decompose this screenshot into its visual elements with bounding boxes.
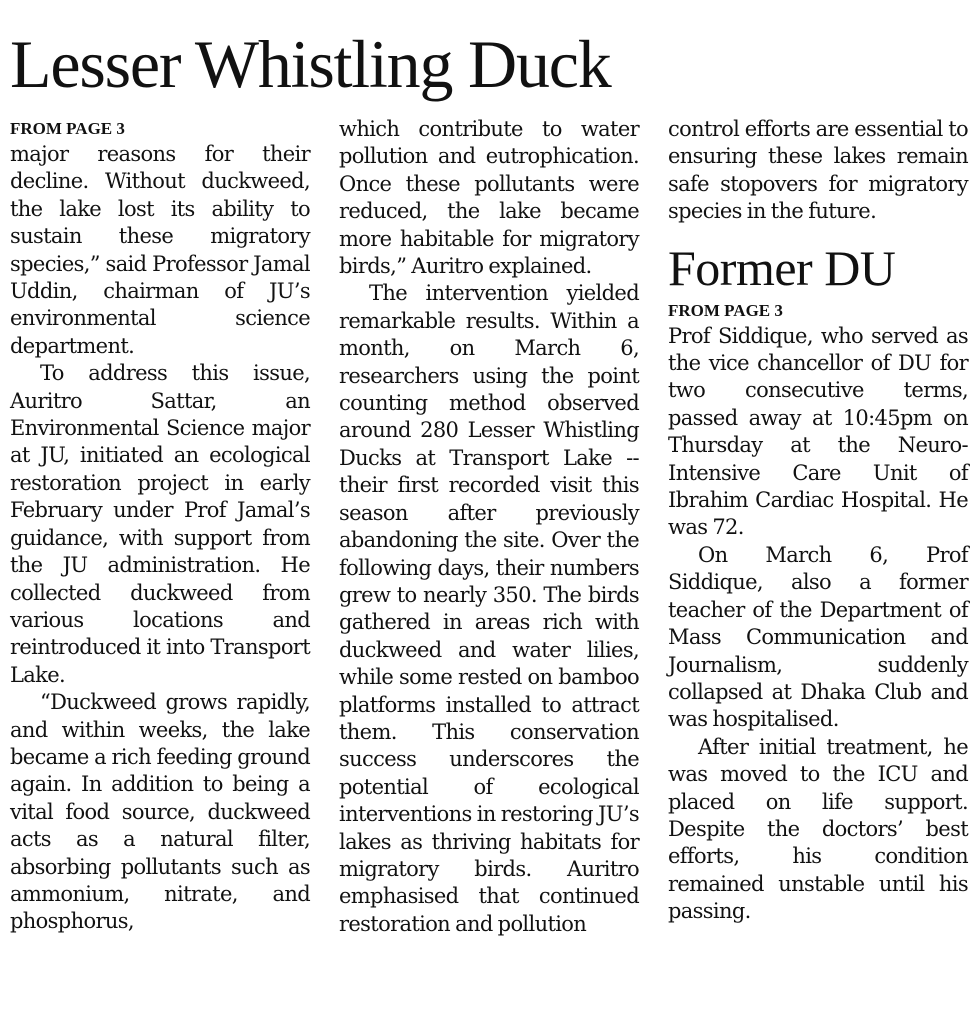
- article-paragraph: “Duckweed grows rapidly, and within weeks, the lake became a rich feeding ground again. In addition to being a vital food source, duckweed acts as a natural filter, absorbing pollutants such as ammonium, nitrate, and phosphorus,: [10, 690, 310, 934]
- article-headline: Lesser Whistling Duck: [10, 26, 611, 102]
- column-3: [668, 116, 968, 926]
- article-paragraph-continued: control efforts are essential to ensuring these lakes remain safe stopovers for migratory species in the future.: [668, 117, 968, 224]
- article2-headline: Former DU: [668, 239, 896, 296]
- column-1: [10, 116, 310, 936]
- article-kicker: FROM PAGE 3: [10, 119, 125, 138]
- article2-paragraph: After initial treatment, he was moved to the ICU and placed on life support. Despite the doctors’ best efforts, his condition remained unstable until his passing.: [668, 734, 968, 924]
- article2-paragraph: On March 6, Prof Siddique, also a former teacher of the Department of Mass Communication and Journalism, suddenly collapsed at Dhaka Club and was hospitalised.: [668, 542, 968, 732]
- article-paragraph: major reasons for their decline. Without duckweed, the lake lost its ability to sustain these migratory species,” said Professor Jamal Uddin, chairman of JU’s environmental science department.: [10, 142, 310, 358]
- article-paragraph: To address this issue, Auritro Sattar, an Environmental Science major at JU, initiated an ecological restoration project in early February under Prof Jamal’s guidance, with support from the JU administration. He collected duckweed from various locations and reintroduced it into Transport Lake.: [10, 361, 310, 687]
- column-2: [339, 116, 639, 938]
- article-paragraph: The intervention yielded remarkable results. Within a month, on March 6, researchers using the point counting method observed around 280 Lesser Whistling Ducks at Transport Lake -- their first recorded visit this season after previously abandoning the site. Over the following days, their numbers grew to nearly 350. The birds gathered in areas rich with duckweed and water lilies, while some rested on bamboo platforms installed to attract them. This conservation success underscores the potential of ecological interventions in restoring JU’s lakes as thriving habitats for migratory birds. Auritro emphasised that continued restoration and pollution: [339, 281, 639, 936]
- article2-kicker: FROM PAGE 3: [668, 300, 783, 320]
- article2-paragraph: Prof Siddique, who served as the vice chancellor of DU for two consecutive terms, passed away at 10:45pm on Thursday at the Neuro-Intensive Care Unit of Ibrahim Cardiac Hospital. He was 72.: [668, 323, 968, 540]
- article-paragraph-continued: which contribute to water pollution and eutrophication. Once these pollutants were reduced, the lake became more habitable for migratory birds,” Auritro explained.: [339, 117, 639, 279]
